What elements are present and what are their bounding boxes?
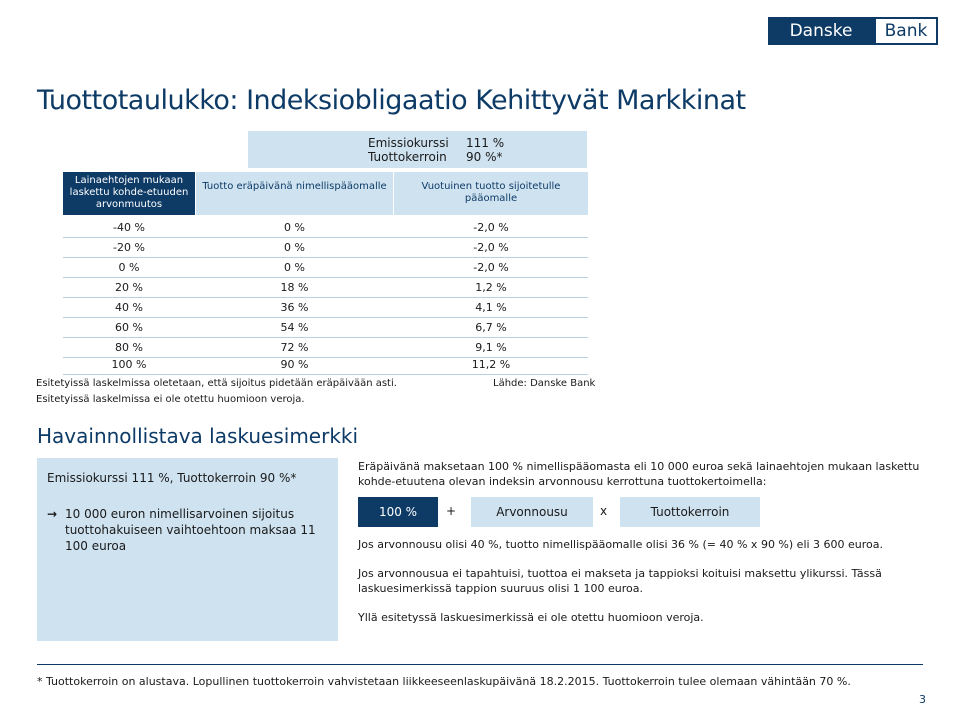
example-box-text: Emissiokurssi 111 %, Tuottokerroin 90 %* xyxy=(47,471,297,485)
table-cell: 18 % xyxy=(280,281,309,294)
table-row xyxy=(63,238,588,258)
formula xyxy=(358,497,758,527)
danske-bank-logo xyxy=(768,17,938,45)
emission-value-2: 90 %* xyxy=(466,150,503,164)
table-cell: 0 % xyxy=(284,221,305,234)
table-row xyxy=(63,355,588,375)
table-header-annual-return: Vuotuinen tuotto sijoitetulle pääomalle xyxy=(394,172,588,215)
table-cell: 1,2 % xyxy=(475,281,507,294)
table-cell: -20 % xyxy=(113,241,145,254)
example-paragraph-1: Eräpäivänä maksetaan 100 % nimellispääomasta eli 10 000 euroa sekä lainaehtojen mukaan laskettu kohde-etuutena olevan indeksin arvonnousu kerrottuna tuottokertoimella: xyxy=(358,460,920,488)
example-box-bullet xyxy=(47,506,328,554)
example-box-bullet-text: 10 000 euron nimellisarvoinen sijoitus tuottohakuiseen vaihtoehtoon maksaa 11 100 euroa xyxy=(65,507,316,553)
footnote: * Tuottokerroin on alustava. Lopullinen tuottokerroin vahvistetaan liikkeeseenlaskupäivänä 18.2.2015. Tuottokerroin tulee olemaan vähintään 70 %. xyxy=(37,664,923,688)
example-paragraph-3: Jos arvonnousua ei tapahtuisi, tuottoa ei makseta ja tappioksi koituisi maksettu ylikurssi. Tässä laskuesimerkissä tappion suuruus olisi 1 100 euroa. xyxy=(358,567,882,595)
page-number: 3 xyxy=(919,693,926,704)
emission-label-1: Emissiokurssi xyxy=(368,136,449,150)
table-cell: 60 % xyxy=(115,321,143,334)
table-cell: 6,7 % xyxy=(475,321,507,334)
table-note-2: Esitetyissä laskelmissa ei ole otettu huomioon veroja. xyxy=(36,394,305,405)
table-cell: 36 % xyxy=(280,301,309,314)
table-cell: -40 % xyxy=(113,221,145,234)
table-row xyxy=(63,218,588,238)
logo-part1: Danske xyxy=(768,17,874,45)
formula-box-principal: 100 % xyxy=(358,497,438,527)
source-label: Lähde: Danske Bank xyxy=(493,378,596,389)
page-title: Tuottotaulukko: Indeksiobligaatio Kehittyvät Markkinat xyxy=(37,85,746,116)
emission-info-box xyxy=(248,131,587,168)
table-header-change: Lainaehtojen mukaan laskettu kohde-etuuden arvonmuutos xyxy=(63,172,195,215)
table-cell: -2,0 % xyxy=(473,261,509,274)
table-row xyxy=(63,278,588,298)
emission-value-1: 111 % xyxy=(466,136,505,150)
formula-plus-operator: + xyxy=(446,504,457,518)
example-paragraph-4: Yllä esitetyssä laskuesimerkissä ei ole otettu huomioon veroja. xyxy=(358,611,704,624)
table-row xyxy=(63,318,588,338)
table-cell: 11,2 % xyxy=(471,358,511,371)
table-cell: 0 % xyxy=(284,241,305,254)
example-paragraph-2: Jos arvonnousu olisi 40 %, tuotto nimellispääomalle olisi 36 % (= 40 % x 90 %) eli 3 600 euroa. xyxy=(358,538,884,551)
logo-part2: Bank xyxy=(874,17,938,45)
example-summary-box xyxy=(37,458,338,641)
table-cell: 0 % xyxy=(118,261,140,274)
table-cell: 54 % xyxy=(280,321,309,334)
table-row xyxy=(63,298,588,318)
table-cell: 100 % xyxy=(111,358,147,371)
table-cell: 0 % xyxy=(284,261,305,274)
table-cell: -2,0 % xyxy=(473,221,509,234)
formula-times-operator: x xyxy=(600,504,608,518)
formula-box-increase: Arvonnousu xyxy=(471,497,593,527)
table-cell: 4,1 % xyxy=(475,301,507,314)
formula-box-coefficient: Tuottokerroin xyxy=(620,497,760,527)
table-cell: -2,0 % xyxy=(473,241,509,254)
table-cell: 72 % xyxy=(280,341,309,354)
table-header-return-maturity: Tuotto eräpäivänä nimellispääomalle xyxy=(196,172,393,215)
table-cell: 80 % xyxy=(115,341,143,354)
table-row xyxy=(63,258,588,278)
example-heading: Havainnollistava laskuesimerkki xyxy=(37,424,359,448)
table-cell: 40 % xyxy=(115,301,143,314)
emission-label-2: Tuottokerroin xyxy=(368,150,447,164)
arrow-right-icon: → xyxy=(47,507,58,521)
table-cell: 9,1 % xyxy=(475,341,507,354)
table-cell: 90 % xyxy=(280,358,309,371)
table-note-1: Esitetyissä laskelmissa oletetaan, että sijoitus pidetään eräpäivään asti. xyxy=(36,378,397,389)
table-cell: 20 % xyxy=(115,281,143,294)
